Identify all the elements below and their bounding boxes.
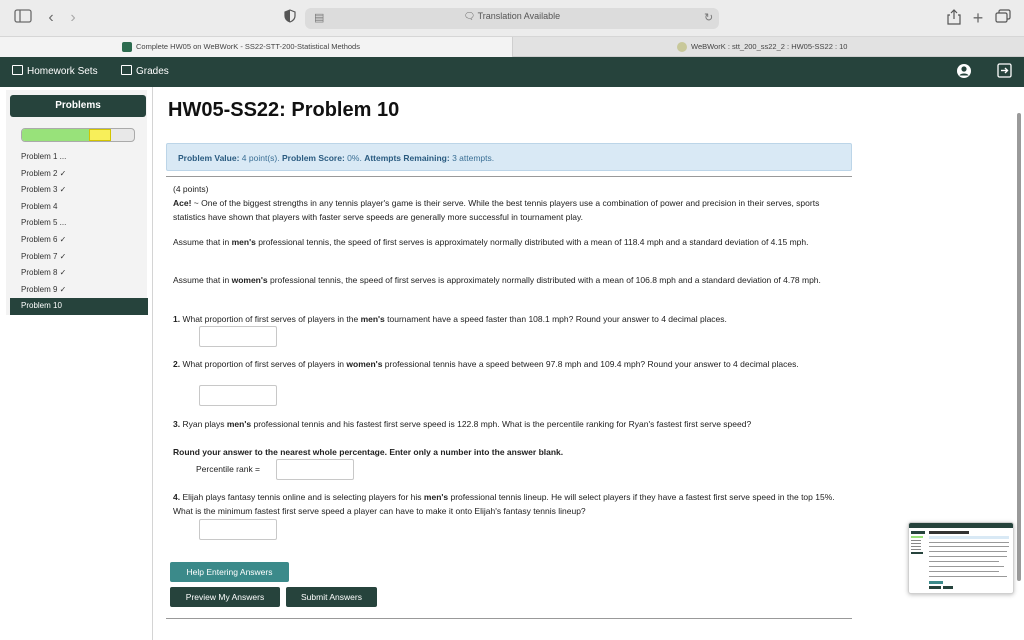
grades-label: Grades bbox=[136, 66, 169, 77]
homework-sets-label: Homework Sets bbox=[27, 66, 98, 77]
page-scrollbar[interactable] bbox=[1017, 113, 1021, 581]
progress-correct bbox=[22, 129, 89, 141]
user-account-icon[interactable] bbox=[955, 63, 973, 81]
text-bold: men's bbox=[423, 492, 449, 502]
divider-top bbox=[166, 176, 852, 177]
question-3-note: Round your answer to the nearest whole percentage. Enter only a number into the answer blank. bbox=[173, 447, 564, 457]
tab-bar bbox=[0, 37, 1024, 57]
tab-webwork-problem[interactable] bbox=[512, 37, 1024, 57]
tab-label: Complete HW05 on WeBWorK - SS22-STT-200-Statistical Methods bbox=[136, 42, 360, 51]
problem-link-1[interactable]: Problem 1 ... bbox=[21, 152, 67, 161]
problem-link-7[interactable]: Problem 7 ✓ bbox=[21, 251, 67, 261]
text: Ryan plays bbox=[180, 419, 227, 429]
sidebar-toggle-icon[interactable] bbox=[14, 9, 32, 27]
text: What proportion of first serves of players in the bbox=[180, 314, 361, 324]
men-distribution bbox=[173, 235, 843, 249]
homework-sets-link[interactable] bbox=[12, 65, 98, 77]
share-icon[interactable] bbox=[945, 9, 963, 27]
preview-answers-button[interactable]: Preview My Answers bbox=[170, 587, 280, 607]
answer-input-1[interactable] bbox=[199, 326, 277, 347]
msu-favicon-icon bbox=[122, 42, 132, 52]
problem-points: (4 points) bbox=[173, 184, 209, 194]
percentile-rank-label: Percentile rank = bbox=[196, 464, 261, 474]
question-4 bbox=[173, 490, 843, 518]
text-bold: men's bbox=[226, 419, 252, 429]
shield-icon[interactable] bbox=[281, 9, 299, 27]
value-text: 4 point(s). bbox=[241, 153, 280, 163]
browser-toolbar bbox=[0, 0, 1024, 37]
question-number: 2. bbox=[173, 359, 181, 369]
text: professional tennis, the speed of first serves is approximately normally distributed with a mean of 106.8 mph and a standard deviation of 4.78 mph. bbox=[267, 275, 821, 285]
translate-icon[interactable]: 🗨 bbox=[463, 11, 476, 21]
page-thumbnail[interactable] bbox=[908, 522, 1014, 594]
divider-bottom bbox=[166, 618, 852, 619]
help-entering-answers-button[interactable]: Help Entering Answers bbox=[170, 562, 289, 582]
tab-label: WeBWorK : stt_200_ss22_2 : HW05-SS22 : 10 bbox=[691, 42, 848, 51]
app-header bbox=[0, 57, 1024, 87]
problem-link-3[interactable]: Problem 3 ✓ bbox=[21, 185, 67, 195]
text-bold: women's bbox=[231, 275, 268, 285]
problems-heading: Problems bbox=[10, 95, 146, 117]
problem-link-10[interactable]: Problem 10 bbox=[10, 298, 148, 315]
problem-link-6[interactable]: Problem 6 ✓ bbox=[21, 234, 67, 244]
tab-overview-icon[interactable] bbox=[994, 9, 1012, 27]
text: Elijah plays fantasy tennis online and is selecting players for his bbox=[180, 492, 424, 502]
problem-value-box bbox=[166, 143, 852, 171]
back-icon[interactable]: ‹ bbox=[48, 9, 54, 26]
address-bar[interactable] bbox=[305, 8, 719, 29]
intro-text: ~ One of the biggest strengths in any tennis player's game is their serve. While the best tennis players use a combination of power and precision in their serves, sports statistics have shown that players with faster serve speeds are generally more successful in tournament play. bbox=[173, 198, 820, 222]
webwork-favicon-icon bbox=[677, 42, 687, 52]
text-bold: women's bbox=[346, 359, 383, 369]
answer-input-4[interactable] bbox=[199, 519, 277, 540]
forward-icon[interactable]: › bbox=[70, 9, 76, 26]
text: professional tennis have a speed between 97.8 mph and 109.4 mph? Round your answer to 4 decimal places. bbox=[382, 359, 799, 369]
score-label: Problem Score: bbox=[281, 153, 345, 163]
text-bold: men's bbox=[360, 314, 385, 324]
text-bold: men's bbox=[231, 237, 256, 247]
text: Assume that in bbox=[173, 275, 232, 285]
question-number: 3. bbox=[173, 419, 181, 429]
progress-bar bbox=[21, 128, 135, 142]
progress-partial bbox=[89, 129, 111, 141]
question-number: 4. bbox=[173, 492, 181, 502]
text: professional tennis and his fastest first serve speed is 122.8 mph. What is the percentile ranking for Ryan's fastest first serve speed? bbox=[251, 419, 752, 429]
text: tournament have a speed faster than 108.1 mph? Round your answer to 4 decimal places. bbox=[384, 314, 727, 324]
problem-list bbox=[10, 149, 148, 315]
attempts-label: Attempts Remaining: bbox=[364, 153, 450, 163]
question-3 bbox=[173, 417, 843, 431]
question-1 bbox=[173, 312, 843, 326]
text: What proportion of first serves of players in bbox=[180, 359, 347, 369]
text: professional tennis, the speed of first serves is approximately normally distributed with a mean of 118.4 mph and a standard deviation of 4.15 mph. bbox=[255, 237, 809, 247]
problem-main bbox=[166, 87, 856, 640]
translation-label: Translation Available bbox=[477, 11, 561, 21]
answer-input-3[interactable] bbox=[276, 459, 354, 480]
grades-icon bbox=[121, 65, 132, 75]
value-label: Problem Value: bbox=[178, 153, 240, 163]
question-2 bbox=[173, 357, 843, 371]
address-text bbox=[305, 11, 719, 22]
problems-sidebar bbox=[0, 87, 153, 640]
problem-link-4[interactable]: Problem 4 bbox=[21, 201, 58, 211]
thumbnail-preview-icon bbox=[909, 523, 1014, 594]
intro-bold: Ace! bbox=[173, 198, 192, 208]
problem-link-5[interactable]: Problem 5 ... bbox=[21, 218, 67, 228]
reload-icon[interactable]: ↻ bbox=[704, 12, 714, 24]
problem-intro bbox=[173, 196, 843, 224]
grades-link[interactable] bbox=[121, 65, 169, 77]
list-icon bbox=[12, 65, 23, 75]
women-distribution bbox=[173, 273, 843, 287]
problems-panel bbox=[6, 90, 147, 315]
text: Assume that in bbox=[173, 237, 232, 247]
question-number: 1. bbox=[173, 314, 181, 324]
text: professional tennis lineup. He will select players if they have a fastest first serve speed in the top 15%. What is the minimum fastest first serve speed a player can have to make it onto Elijah's fantasy tennis lineup? bbox=[173, 492, 835, 516]
problem-link-9[interactable]: Problem 9 ✓ bbox=[21, 284, 67, 294]
page-menu-icon[interactable]: ▤ bbox=[314, 12, 325, 24]
problem-link-8[interactable]: Problem 8 ✓ bbox=[21, 268, 67, 278]
attempts-text: 3 attempts. bbox=[452, 153, 495, 163]
problem-link-2[interactable]: Problem 2 ✓ bbox=[21, 168, 67, 178]
tab-complete-hw05[interactable] bbox=[0, 37, 512, 57]
new-tab-icon[interactable]: + bbox=[972, 8, 984, 28]
answer-input-2[interactable] bbox=[199, 385, 277, 406]
logout-icon[interactable] bbox=[995, 63, 1013, 81]
page-title: HW05-SS22: Problem 10 bbox=[168, 99, 400, 121]
submit-answers-button[interactable]: Submit Answers bbox=[286, 587, 377, 607]
score-text: 0%. bbox=[347, 153, 362, 163]
